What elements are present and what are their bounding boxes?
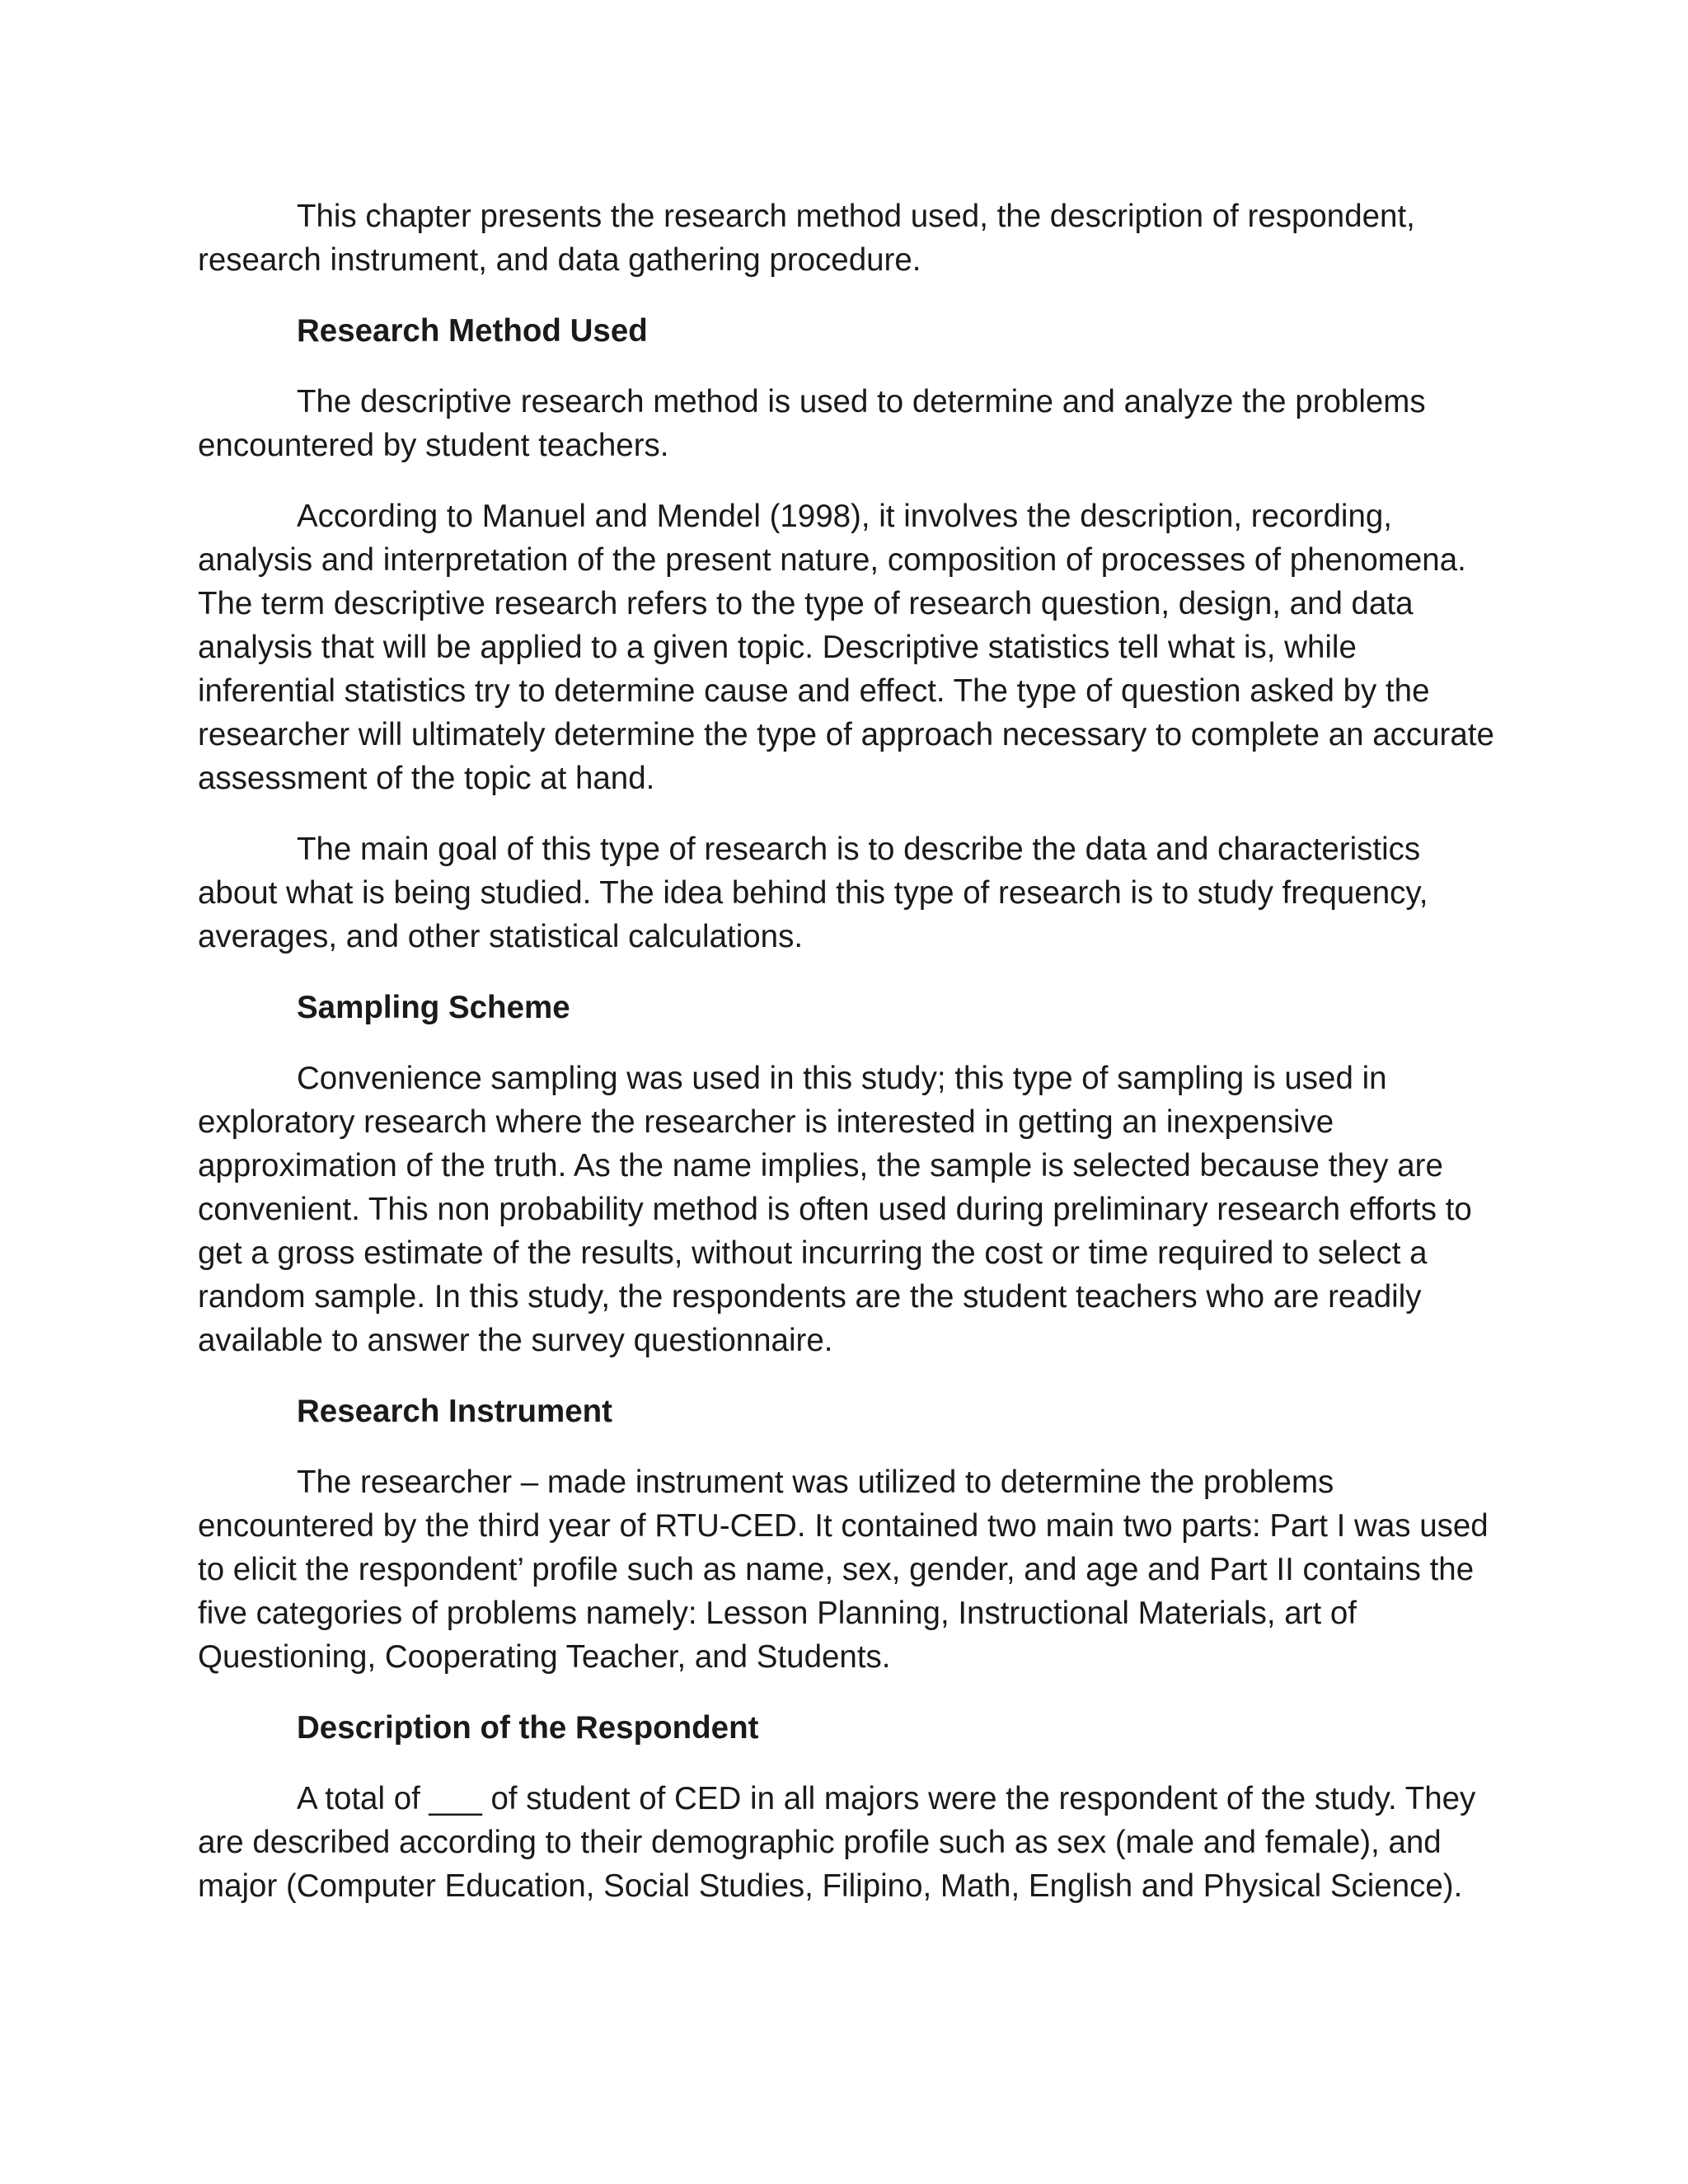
body-paragraph: According to Manuel and Mendel (1998), it involves the description, recording, analysis and interpretation of the present nature, composition of processes of phenomena. The term descriptive research refers to the type of research question, design, and data analysis that will be applied to a given topic. Descriptive statistics tell what is, while inferential statistics try to determine cause and effect. The type of question asked by the researcher will ultimately determine the type of approach necessary to complete an accurate assessment of the topic at hand. [198,499,1494,796]
section-heading: Research Instrument [297,1394,612,1429]
document-page [198,194,1500,1935]
body-paragraph: The researcher – made instrument was utilized to determine the problems encountered by the third year of RTU-CED. It contained two main two parts: Part I was used to elicit the respondent’ profile such as name, sex, gender, and age and Part II contains the five categories of problems namely: Lesson Planning, Instructional Materials, art of Questioning, Cooperating Teacher, and Students. [198,1465,1489,1675]
body-paragraph: A total of ___ of student of CED in all majors were the respondent of the study. They are described according to their demographic profile such as sex (male and female), and major (Computer Education, Social Studies, Filipino, Math, English and Physical Science). [198,1781,1476,1904]
intro-paragraph: This chapter presents the research method used, the description of respondent, research instrument, and data gathering procedure. [198,199,1415,278]
section-heading: Description of the Respondent [297,1710,759,1746]
section-description-of-respondent [198,1706,1500,1908]
body-paragraph: Convenience sampling was used in this study; this type of sampling is used in exploratory research where the researcher is interested in getting an inexpensive approximation of the truth. As the name implies, the sample is selected because they are convenient. This non probability method is often used during preliminary research efforts to get a gross estimate of the results, without incurring the cost or time required to select a random sample. In this study, the respondents are the student teachers who are readily available to answer the survey questionnaire. [198,1061,1472,1358]
body-paragraph: The main goal of this type of research is to describe the data and characteristics about what is being studied. The idea behind this type of research is to study frequency, averages, and other statistical calculations. [198,832,1428,954]
section-sampling-scheme [198,986,1500,1362]
section-research-instrument [198,1390,1500,1679]
section-heading: Research Method Used [297,313,648,349]
section-research-method [198,309,1500,958]
section-heading: Sampling Scheme [297,990,570,1025]
body-paragraph: The descriptive research method is used to determine and analyze the problems encountered by student teachers. [198,384,1426,463]
